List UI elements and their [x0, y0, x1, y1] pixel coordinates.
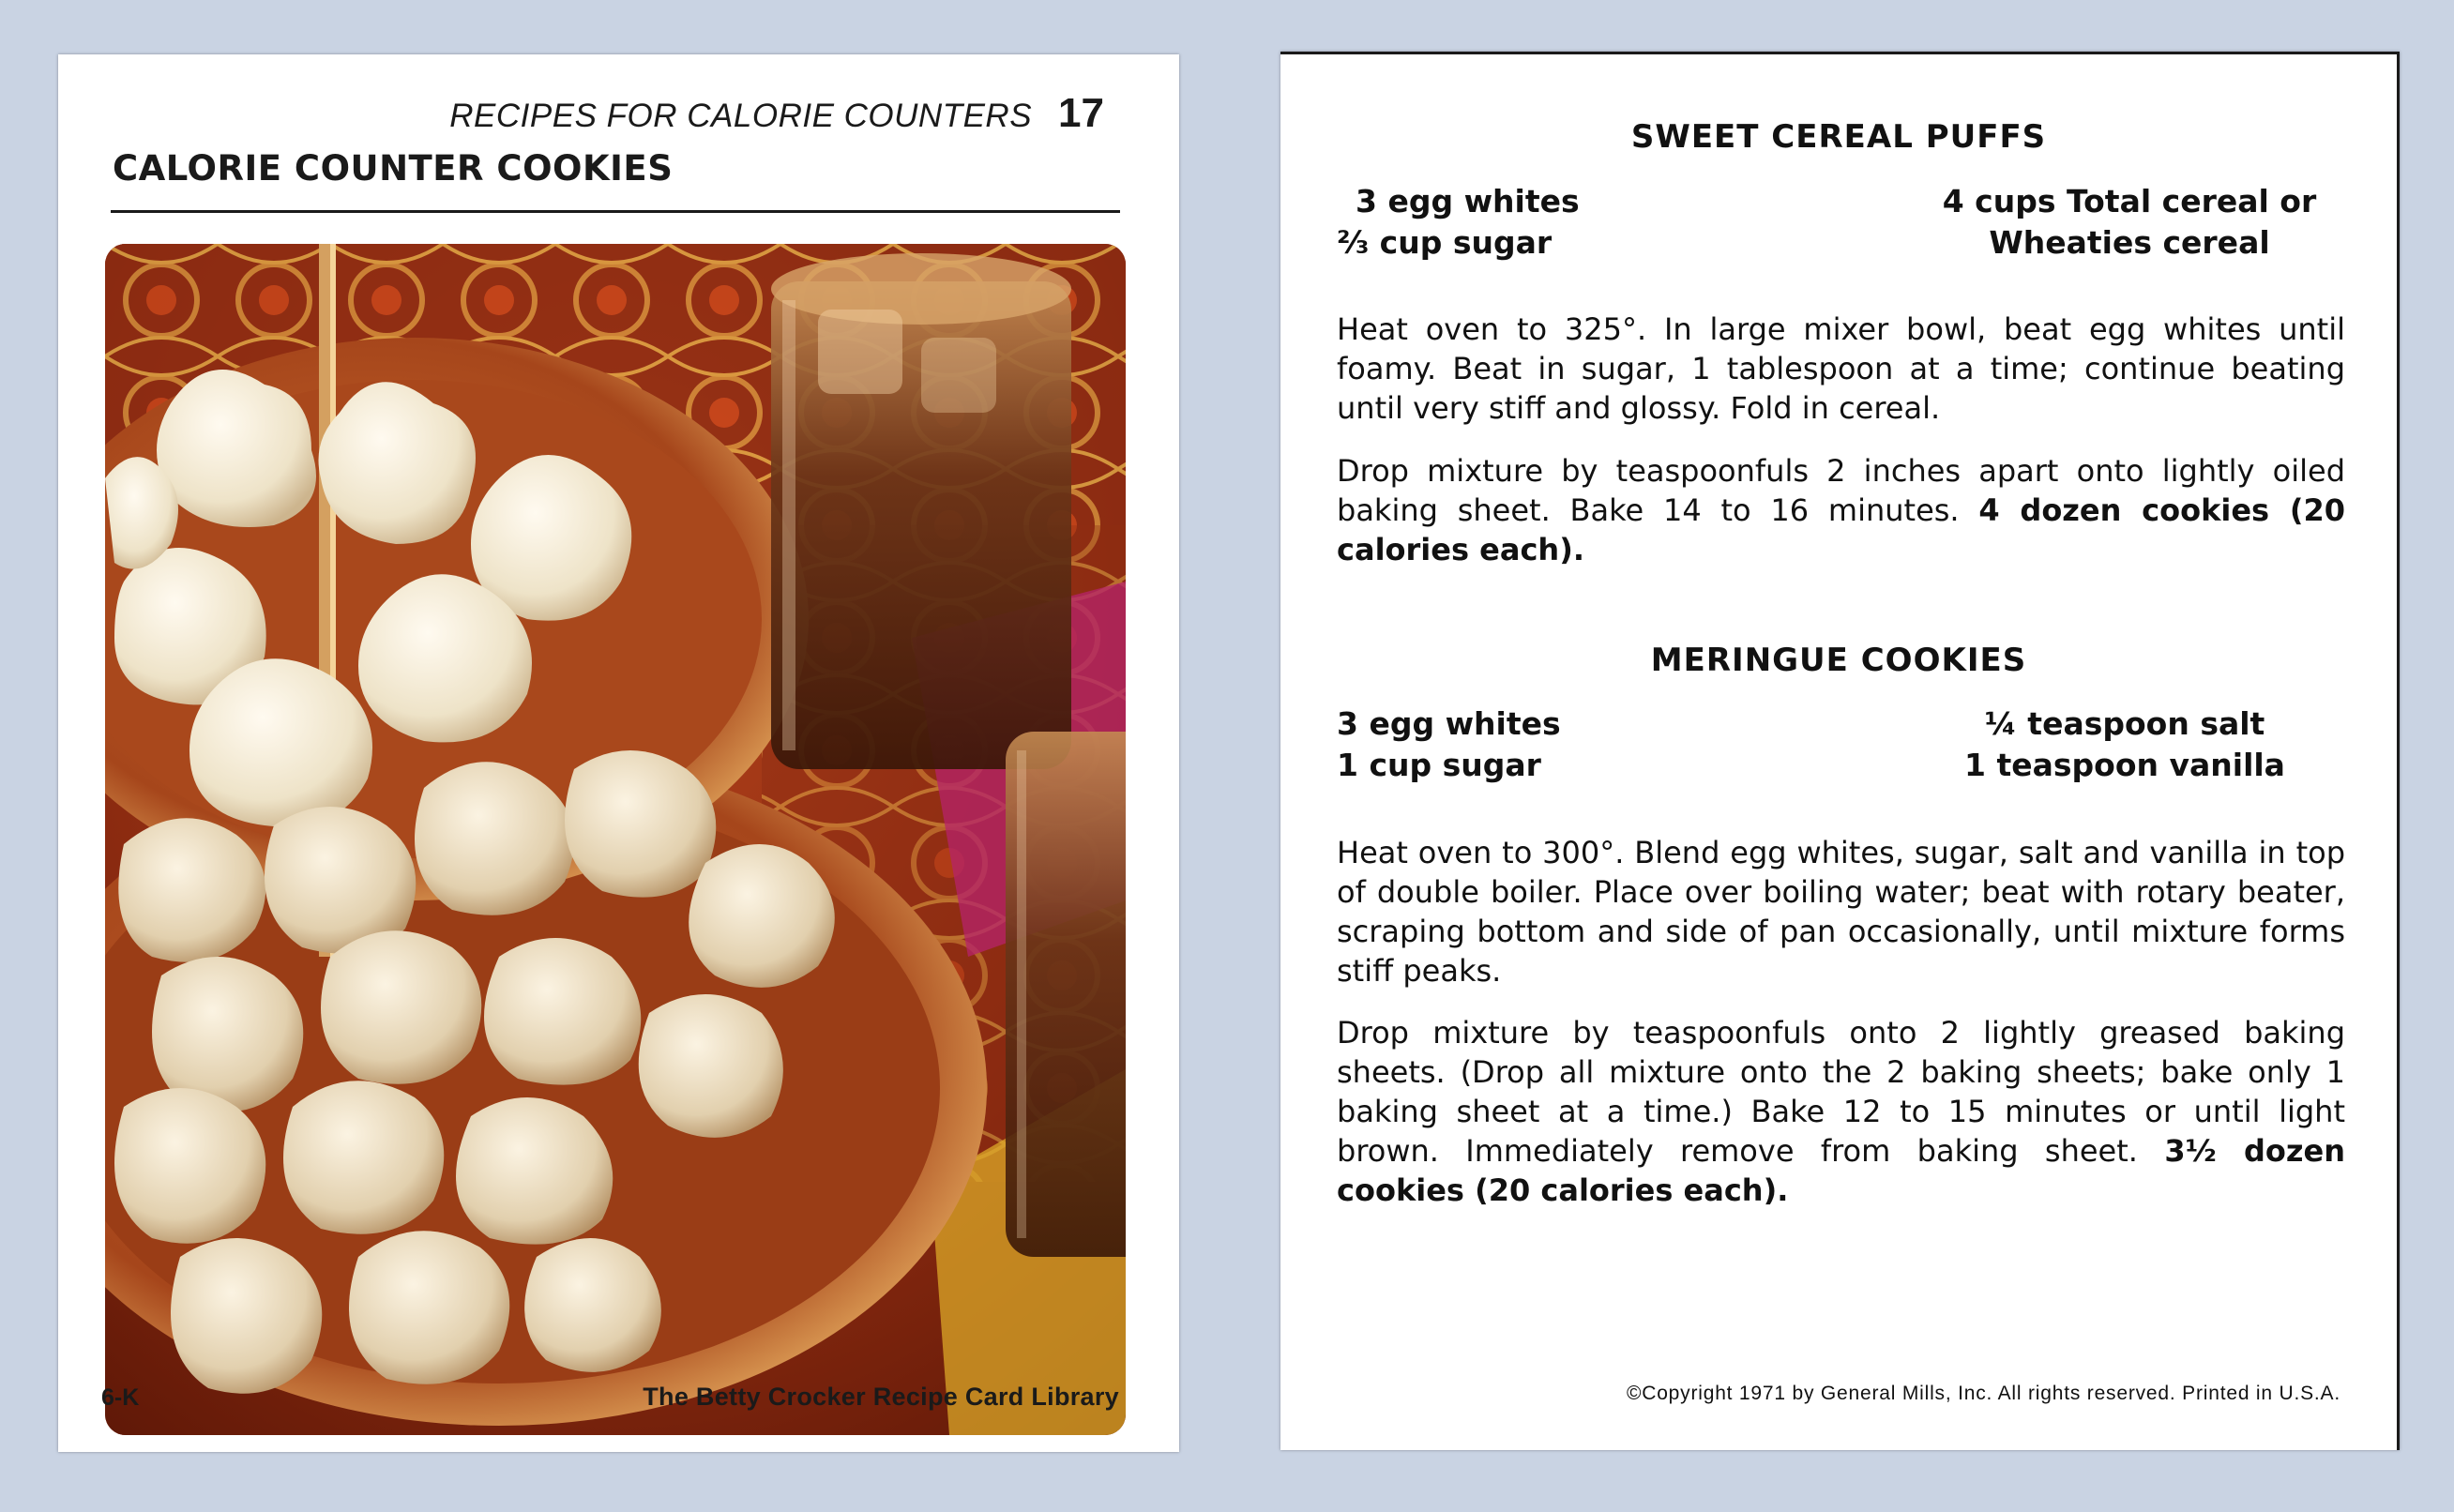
- card-title: CALORIE COUNTER COOKIES: [113, 148, 674, 189]
- cookie-photo-illustration: [105, 244, 1126, 1435]
- recipe1-step1: Heat oven to 325°. In large mixer bowl, beat egg whites until foamy. Beat in sugar, 1 tablespoon at a time; continue beating until very stiff and glossy. Fold in cereal.: [1337, 311, 2345, 426]
- recipe2-yield: 3½ dozen cookies (20 calories each).: [1337, 1133, 2346, 1208]
- ingredient-left-2: 1 cup sugar: [1337, 747, 1541, 783]
- recipe-title-sweet-cereal-puffs: SWEET CEREAL PUFFS: [1630, 118, 2047, 156]
- recipe2-step2-text: Drop mixture by teaspoonfuls onto 2 lightly greased baking sheets. (Drop all mixture onto the 2 baking sheets; bake only 1 baking sheet at a time.) Bake 12 to 15 minutes or until light brown. Immediately remove from baking sheet.: [1337, 1015, 2345, 1169]
- ingredient-right-2: Wheaties cereal: [1989, 224, 2270, 261]
- card-number: 17: [1058, 90, 1104, 136]
- ingredient-left-2: ⅔ cup sugar: [1337, 224, 1553, 261]
- series-header: [449, 90, 1104, 137]
- recipe1-step2: [1337, 451, 2345, 569]
- recipe-title-meringue-cookies: MERINGUE COOKIES: [1650, 642, 2027, 679]
- card-code: 6-K: [101, 1384, 140, 1411]
- series-title: RECIPES FOR CALORIE COUNTERS: [449, 98, 1033, 134]
- front-recipe-card: [58, 54, 1179, 1452]
- ingredient-left-1: 3 egg whites: [1356, 183, 1580, 219]
- title-divider: [111, 210, 1120, 213]
- recipe2-step1: Heat oven to 300°. Blend egg whites, sugar, salt and vanilla in top of double boiler. Place over boiling water; beat with rotary beater, scraping bottom and side of pan occasionally, until mixture forms stiff peaks.: [1337, 835, 2345, 989]
- recipe1-step2-text: Drop mixture by teaspoonfuls 2 inches apart onto lightly oiled baking sheet. Bake 14 to 16 minutes.: [1337, 453, 2345, 528]
- ingredient-left-1: 3 egg whites: [1337, 705, 1561, 742]
- ingredient-right-1: ¼ teaspoon salt: [1984, 705, 2265, 742]
- recipe2-step2: [1337, 1013, 2345, 1210]
- library-name: The Betty Crocker Recipe Card Library: [643, 1383, 1119, 1411]
- back-recipe-card: [1280, 52, 2400, 1450]
- recipe1-yield: 4 dozen cookies (20 calories each).: [1337, 492, 2346, 567]
- copyright-notice: ©Copyright 1971 by General Mills, Inc. All rights reserved. Printed in U.S.A.: [1626, 1383, 2340, 1404]
- ingredient-right-2: 1 teaspoon vanilla: [1964, 747, 2285, 783]
- ingredient-right-1: 4 cups Total cereal or: [1942, 183, 2317, 219]
- cookie-photo: [105, 244, 1126, 1435]
